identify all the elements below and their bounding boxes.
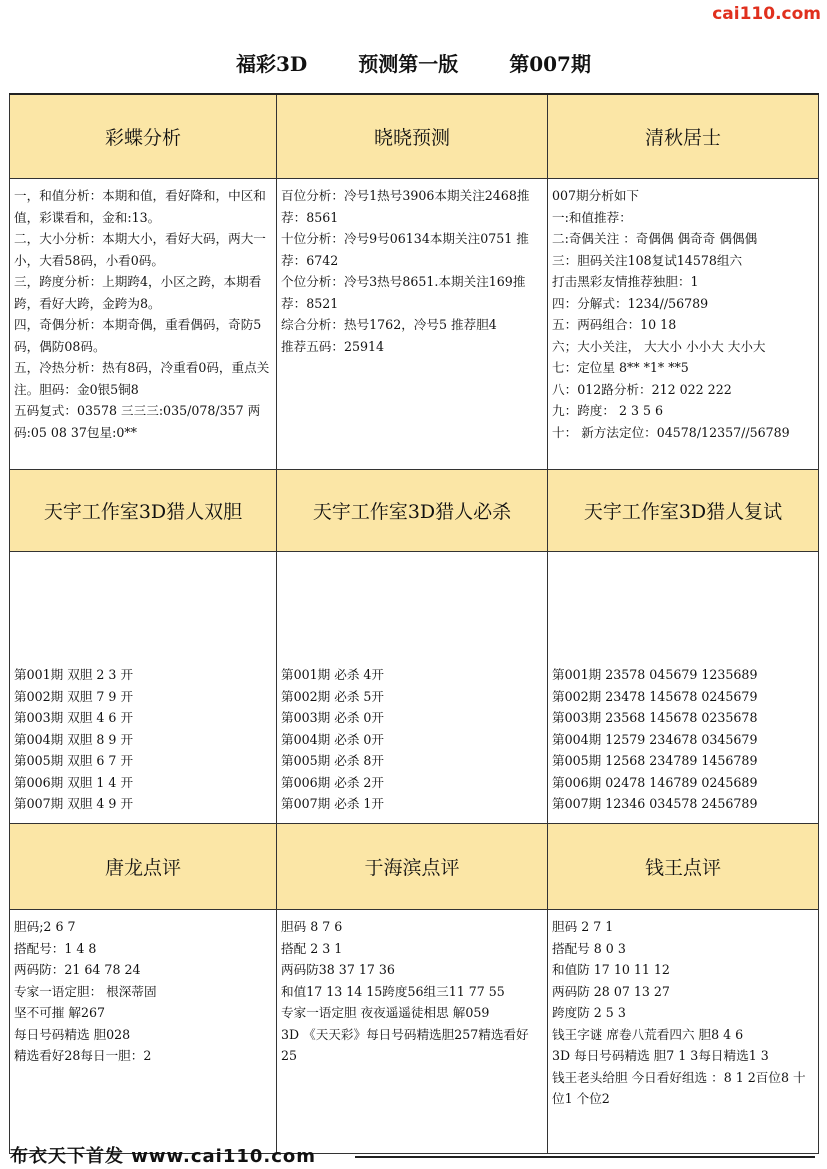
- section-body-row: [9, 179, 819, 470]
- page-title: [0, 48, 827, 77]
- text-line: 钱王老头给胆 今日看好组选 ：8 1 2百位8 十位1 个位2: [552, 1069, 806, 1106]
- text-line: 第003期 必杀 0开: [281, 710, 385, 725]
- text-line: 第001期 必杀 4开: [281, 667, 385, 682]
- title-lottery: 福彩3D: [236, 52, 308, 76]
- text-line: 四，奇偶分析：本期奇偶，重看偶码，奇防5码，偶防08码。: [14, 317, 262, 354]
- header-caidie: 彩蝶分析: [9, 95, 277, 179]
- header-tanglong: 唐龙点评: [9, 824, 277, 910]
- text-line: 胆码 2 7 1: [552, 919, 614, 934]
- text-line: 五，冷热分析：热有8码，冷重看0码，重点关注。胆码：金0银5铜8: [14, 360, 270, 397]
- text-line: 一:和值推荐：: [552, 209, 632, 225]
- text-line: 综合分析：热号1762，冷号5 推荐胆4: [281, 317, 497, 332]
- text-line: 搭配号 8 0 3: [552, 940, 626, 956]
- text-line: 两码防 28 07 13 27: [552, 983, 670, 999]
- header-must-kill: 天宇工作室3D猎人必杀: [277, 470, 548, 552]
- text-line: 第007期 12346 034578 2456789: [552, 796, 758, 811]
- text-line: 三，跨度分析：上期跨4，小区之跨，本期看跨，看好大跨，金跨为8。: [14, 274, 262, 311]
- title-edition: 预测第一版: [358, 52, 459, 76]
- text-line: 3D 《天天彩》每日号码精选胆257精选看好25: [281, 1026, 529, 1063]
- text-line: 第007期 双胆 4 9 开: [14, 796, 134, 811]
- text-line: 第002期 双胆 7 9 开: [14, 688, 134, 704]
- column-qingqiu: [548, 179, 819, 470]
- text-line: 推荐五码：25914: [281, 338, 385, 354]
- text-line: 一，和值分析：本期和值，看好降和，中区和值，彩谍看和，金和:13。: [14, 188, 266, 225]
- header-qingqiu: 清秋居士: [548, 95, 819, 179]
- footer-divider: [355, 1156, 815, 1158]
- text-line: 第004期 12579 234678 0345679: [552, 731, 758, 747]
- section-header-row: [9, 95, 819, 179]
- text-line: 七：定位星 8** *1* **5: [552, 360, 689, 375]
- text-line: 每日号码精选 胆028: [14, 1026, 131, 1042]
- text-line: 第002期 23478 145678 0245679: [552, 688, 758, 704]
- column-caidie: [9, 179, 277, 470]
- text-line: 精选看好28每日一胆：2: [14, 1048, 152, 1063]
- text-line: 第004期 双胆 8 9 开: [14, 731, 134, 747]
- text-line: 六；大小关注， 大大小 小小大 大小大: [552, 338, 766, 354]
- section-body-row: [9, 552, 819, 824]
- text-line: 九：跨度： 2 3 5 6: [552, 403, 664, 418]
- text-line: 五码复式：03578 三三三:035/078/357 两码:05 08 37包星:0**: [14, 403, 261, 440]
- column-xiaoxiao: [277, 179, 548, 470]
- text-line: 007期分析如下: [552, 188, 640, 203]
- text-line: 百位分析：冷号1热号3906本期关注2468推荐：8561: [281, 188, 530, 225]
- text-line: 第004期 必杀 0开: [281, 731, 385, 747]
- text-line: 3D 每日号码精选 胆7 1 3每日精选1 3: [552, 1048, 769, 1063]
- text-line: 和值防 17 10 11 12: [552, 962, 670, 977]
- text-line: 第003期 双胆 4 6 开: [14, 710, 134, 725]
- text-line: 二:奇偶关注 ：奇偶偶 偶奇奇 偶偶偶: [552, 231, 758, 246]
- text-line: 钱王字谜 席卷八荒看四六 胆8 4 6: [552, 1026, 744, 1042]
- text-line: 第003期 23568 145678 0235678: [552, 710, 758, 725]
- column-tanglong: [9, 910, 277, 1154]
- text-line: 搭配号：1 4 8: [14, 940, 97, 956]
- column-multi: [548, 552, 819, 824]
- text-line: 打击黑彩友情推荐独胆：1: [552, 274, 699, 289]
- text-line: 第007期 必杀 1开: [281, 796, 385, 811]
- text-line: 八：012路分析：212 022 222: [552, 381, 732, 397]
- text-line: 第001期 双胆 2 3 开: [14, 667, 134, 682]
- text-line: 四：分解式：1234//56789: [552, 295, 709, 311]
- column-double-gall: [9, 552, 277, 824]
- title-issue: 第007期: [509, 52, 591, 76]
- section-header-row: [9, 824, 819, 910]
- text-line: 第005期 12568 234789 1456789: [552, 753, 758, 768]
- section-header-row: [9, 470, 819, 552]
- text-line: 第002期 必杀 5开: [281, 688, 385, 704]
- text-line: 五：两码组合：10 18: [552, 317, 677, 332]
- text-line: 二，大小分析：本期大小，看好大码，两大一小，大看58码，小看0码。: [14, 231, 266, 268]
- text-line: 胆码;2 6 7: [14, 919, 76, 934]
- text-line: 胆码 8 7 6: [281, 919, 343, 934]
- text-line: 十位分析：冷号9号06134本期关注0751 推荐：6742: [281, 231, 529, 268]
- prediction-table: [9, 93, 819, 1154]
- site-logo: cai110.com: [712, 4, 821, 24]
- header-double-gall: 天宇工作室3D猎人双胆: [9, 470, 277, 552]
- text-line: 第005期 必杀 8开: [281, 753, 385, 768]
- text-line: 十： 新方法定位：04578/12357//56789: [552, 424, 790, 440]
- text-line: 搭配 2 3 1: [281, 940, 343, 956]
- footer-text: 布衣天下首发 www.cai110.com: [10, 1146, 317, 1167]
- column-yuhaibin: [277, 910, 548, 1154]
- text-line: 第006期 双胆 1 4 开: [14, 774, 134, 790]
- text-line: 两码防38 37 17 36: [281, 962, 395, 977]
- text-line: 两码防：21 64 78 24: [14, 962, 141, 977]
- header-yuhaibin: 于海滨点评: [277, 824, 548, 910]
- header-multi: 天宇工作室3D猎人复试: [548, 470, 819, 552]
- section-body-row: [9, 910, 819, 1154]
- header-qianwang: 钱王点评: [548, 824, 819, 910]
- header-xiaoxiao: 晓晓预测: [277, 95, 548, 179]
- text-line: 专家一语定胆： 根深蒂固: [14, 983, 157, 999]
- text-line: 跨度防 2 5 3: [552, 1005, 626, 1020]
- text-line: 第001期 23578 045679 1235689: [552, 667, 758, 682]
- text-line: 第006期 02478 146789 0245689: [552, 774, 758, 790]
- text-line: 个位分析：冷号3热号8651.本期关注169推荐：8521: [281, 274, 526, 311]
- text-line: 三：胆码关注108复试14578组六: [552, 252, 743, 268]
- text-line: 第006期 必杀 2开: [281, 774, 385, 790]
- text-line: 专家一语定胆 夜夜遥遥徒相思 解059: [281, 1005, 490, 1020]
- text-line: 第005期 双胆 6 7 开: [14, 753, 134, 768]
- text-line: 和值17 13 14 15跨度56组三11 77 55: [281, 983, 505, 999]
- column-must-kill: [277, 552, 548, 824]
- text-line: 坚不可摧 解267: [14, 1005, 106, 1020]
- column-qianwang: [548, 910, 819, 1154]
